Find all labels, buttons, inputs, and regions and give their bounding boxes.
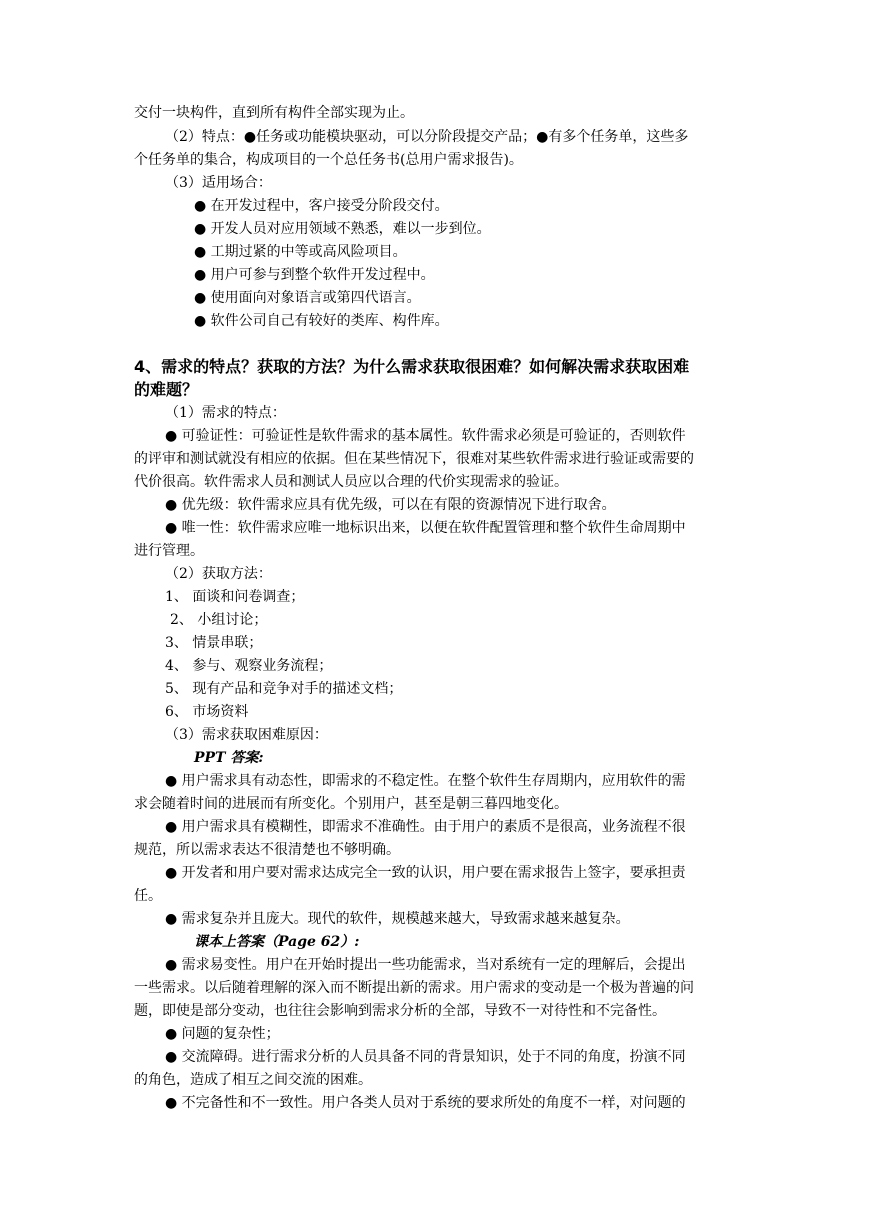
bullet-item: ● 优先级：软件需求应具有优先级，可以在有限的资源情况下进行取舍。: [165, 497, 616, 513]
subheading: 课本上答案（Page 62）:: [194, 934, 360, 950]
text-line: （3）需求获取困难原因：: [165, 727, 328, 743]
text-line: 代价很高。软件需求人员和测试人员应以合理的代价实现需求的验证。: [134, 474, 568, 490]
bullet-item: ● 用户可参与到整个软件开发过程中。: [194, 267, 435, 283]
bullet-item: ● 问题的复杂性；: [165, 1026, 280, 1042]
text-line: 题，即使是部分变动，也往往会影响到需求分析的全部，导致不一对待性和不完备性。: [134, 1003, 666, 1019]
bullet-item: ● 不完备性和不一致性。用户各类人员对于系统的要求所处的角度不一样，对问题的: [165, 1095, 686, 1111]
section-heading: 的难题？: [134, 380, 199, 399]
text-line: 任。: [134, 888, 162, 904]
list-item: 6、 市场资料: [165, 704, 249, 720]
bullet-item: ● 需求复杂并且庞大。现代的软件，规模越来越大，导致需求越来越复杂。: [165, 911, 630, 927]
text-line: 规范，所以需求表达不很清楚也不够明确。: [134, 842, 400, 858]
text-line: 的评审和测试就没有相应的依据。但在某些情况下，很难对某些软件需求进行验证或需要的: [134, 451, 694, 467]
list-item: 5、 现有产品和竞争对手的描述文档；: [165, 681, 403, 697]
bullet-item: ● 需求易变性。用户在开始时提出一些功能需求，当对系统有一定的理解后，会提出: [165, 957, 686, 973]
bullet-item: ● 用户需求具有动态性，即需求的不稳定性。在整个软件生存周期内，应用软件的需: [165, 773, 686, 789]
text-line: 进行管理。: [134, 543, 204, 559]
bullet-item: ● 用户需求具有模糊性，即需求不准确性。由于用户的素质不是很高，业务流程不很: [165, 819, 686, 835]
section-heading: 4、需求的特点？获取的方法？为什么需求获取很困难？如何解决需求获取困难: [134, 357, 690, 376]
text-line: 的角色，造成了相互之间交流的困难。: [134, 1072, 372, 1088]
text-line: 个任务单的集合，构成项目的一个总任务书(总用户需求报告)。: [134, 152, 523, 168]
list-item: 2、 小组讨论；: [170, 612, 268, 628]
bullet-item: ● 唯一性：软件需求应唯一地标识出来，以便在软件配置管理和整个软件生命周期中: [165, 520, 686, 536]
text-line: （1）需求的特点：: [165, 405, 286, 421]
text-line: （2）获取方法：: [165, 566, 272, 582]
list-item: 4、 参与、观察业务流程；: [165, 658, 333, 674]
bullet-item: ● 可验证性：可验证性是软件需求的基本属性。软件需求必须是可验证的，否则软件: [165, 428, 686, 444]
text-line: （3）适用场合：: [165, 175, 272, 191]
bullet-item: ● 工期过紧的中等或高风险项目。: [194, 244, 407, 260]
text-line: 交付一块构件，直到所有构件全部实现为止。: [134, 105, 414, 121]
text-line: （2）特点：●任务或功能模块驱动，可以分阶段提交产品；●有多个任务单，这些多: [165, 129, 689, 145]
bullet-item: ● 在开发过程中，客户接受分阶段交付。: [194, 198, 449, 214]
bullet-item: ● 开发者和用户要对需求达成完全一致的认识，用户要在需求报告上签字，要承担责: [165, 865, 686, 881]
subheading: PPT 答案:: [194, 750, 264, 766]
bullet-item: ● 软件公司自己有较好的类库、构件库。: [194, 313, 449, 329]
text-line: 一些需求。以后随着理解的深入而不断提出新的需求。用户需求的变动是一个极为普遍的问: [134, 980, 694, 996]
list-item: 1、 面谈和问卷调查；: [165, 589, 305, 605]
bullet-item: ● 使用面向对象语言或第四代语言。: [194, 290, 421, 306]
list-item: 3、 情景串联；: [165, 635, 263, 651]
bullet-item: ● 开发人员对应用领域不熟悉，难以一步到位。: [194, 221, 491, 237]
text-line: 求会随着时间的进展而有所变化。个别用户，甚至是朝三暮四地变化。: [134, 796, 568, 812]
bullet-item: ● 交流障碍。进行需求分析的人员具备不同的背景知识，处于不同的角度，扮演不同: [165, 1049, 686, 1065]
